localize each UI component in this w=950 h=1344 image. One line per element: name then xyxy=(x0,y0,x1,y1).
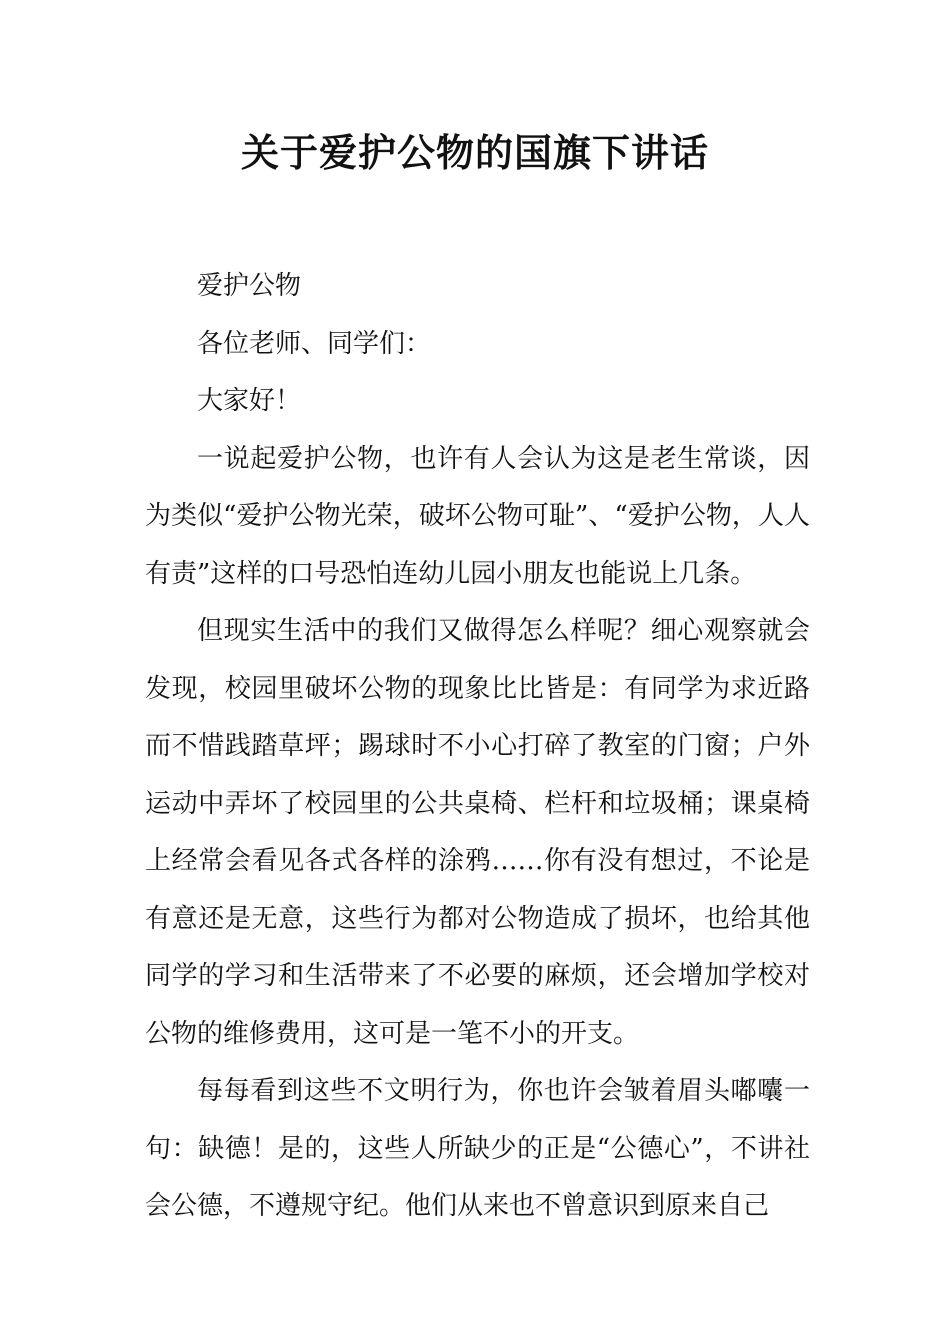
paragraph-salutation: 各位老师、同学们： xyxy=(197,328,432,359)
paragraph-heading: 爱护公物 xyxy=(197,271,302,301)
paragraph-greeting: 大家好！ xyxy=(197,386,302,416)
document-title: 关于爱护公物的国旗下讲话 xyxy=(240,130,709,175)
document-body xyxy=(145,258,810,1236)
paragraph-body-2: 但现实生活中的我们又做得怎么样呢？细心观察就会发现，校园里破坏公物的现象比比皆是：有同学为求近路而不惜践踏草坪；踢球时不小心打碎了教室的门窗；户外运动中弄坏了校园里的公共桌椅、栏杆和垃圾桶；课桌椅上经常会看见各式各样的涂鸦……你有没有想过，不论是有意还是无意，这些行为都对公物造成了损坏，也给其他同学的学习和生活带来了不必要的麻烦，还会增加学校对公物的维修费用，这可是一笔不小的开支。 xyxy=(145,616,810,1049)
paragraph-body-3: 每每看到这些不文明行为，你也许会皱着眉头嘟囔一句：缺德！是的，这些人所缺少的正是“公德心”，不讲社会公德，不遵规守纪。他们从来也不曾意识到原来自己 xyxy=(145,1076,810,1221)
paragraph-body-1: 一说起爱护公物，也许有人会认为这是老生常谈，因为类似“爱护公物光荣，破坏公物可耻”、“爱护公物，人人有责”这样的口号恐怕连幼儿园小朋友也能说上几条。 xyxy=(145,443,810,589)
